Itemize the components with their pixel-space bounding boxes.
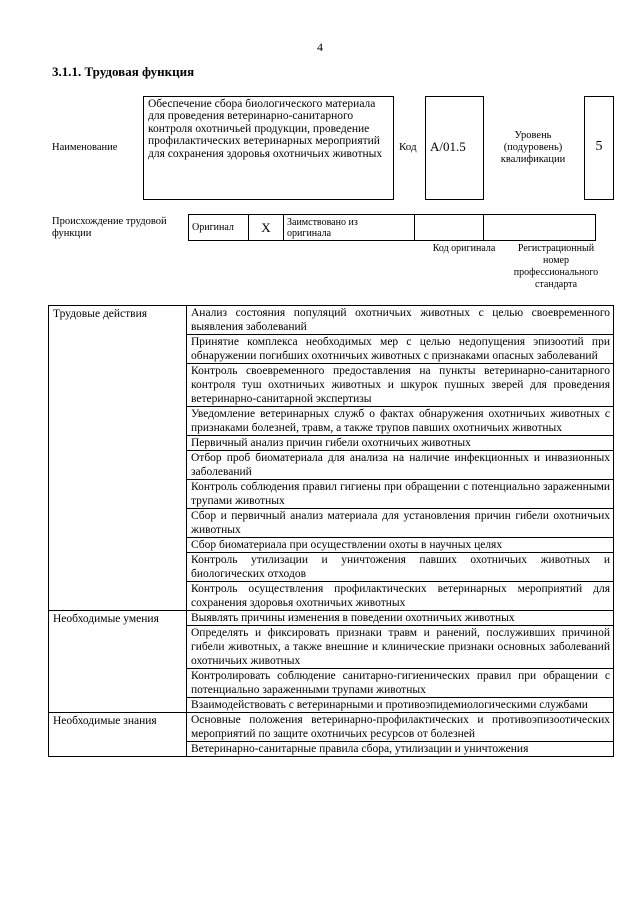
item-cell: Взаимодействовать с ветеринарными и противоэпидемиологическими службами xyxy=(187,698,614,713)
borrowed-label-line: Заимствовано из xyxy=(287,216,358,228)
item-cell: Контроль своевременного предоставления на пункты ветеринарно-санитарного контроля туш охотничьих животных и шкурок пушных зверей для проведения ветеринарно-санитарной экспертизы xyxy=(187,364,614,407)
item-cell: Контроль соблюдения правил гигиены при обращении с потенциально зараженными трупами животных xyxy=(187,480,614,509)
item-cell: Уведомление ветеринарных служб о фактах обнаружения охотничьих животных с признаками болезней, травм, а также трупов павших охотничьих животных xyxy=(187,407,614,436)
item-cell: Ветеринарно-санитарные правила сбора, утилизации и уничтожения xyxy=(187,742,614,757)
function-details-table xyxy=(48,305,614,757)
qualification-level-label xyxy=(493,130,573,166)
table-row xyxy=(49,713,614,742)
item-cell: Контролировать соблюдение санитарно-гигиенических правил при обращении с потенциально зараженными трупами животных xyxy=(187,669,614,698)
origin-label-line: функции xyxy=(52,228,92,239)
code-label: Код xyxy=(399,141,417,153)
reg-number-cell xyxy=(484,215,596,241)
section-title: 3.1.1. Трудовая функция xyxy=(52,64,195,79)
level-label-line: Уровень xyxy=(514,130,552,141)
item-cell: Принятие комплекса необходимых мер с целью недопущения эпизоотий при обнаружении погибших охотничьих животных с признаками опасных заболеваний xyxy=(187,335,614,364)
reg-number-caption-line: профессионального xyxy=(513,267,599,278)
name-label: Наименование xyxy=(52,142,118,153)
function-code: A/01.5 xyxy=(430,139,466,154)
item-cell: Основные положения ветеринарно-профилактических и противоэпизоотических мероприятий по защите охотничьих ресурсов от болезней xyxy=(187,713,614,742)
level-label-line: квалификации xyxy=(500,154,566,165)
origin-table xyxy=(188,214,596,241)
level-label-line: (подуровень) xyxy=(503,142,563,153)
original-mark: X xyxy=(249,215,284,241)
category-cell: Необходимые знания xyxy=(49,713,187,757)
borrowed-label-line: оригинала xyxy=(287,227,332,239)
item-cell: Определять и фиксировать признаки травм и ранений, послуживших причиной гибели животных, а также внешние и клинические признаки основных заболеваний охотничьих животных xyxy=(187,626,614,669)
page-number: 4 xyxy=(317,40,323,54)
original-label: Оригинал xyxy=(189,215,249,241)
item-cell: Контроль осуществления профилактических ветеринарных мероприятий для сохранения здоровья охотничьих животных xyxy=(187,582,614,611)
item-cell: Выявлять причины изменения в поведении охотничьих животных xyxy=(187,611,614,626)
category-cell: Необходимые умения xyxy=(49,611,187,713)
origin-code-cell xyxy=(415,215,484,241)
table-row xyxy=(49,611,614,626)
item-cell: Анализ состояния популяций охотничьих животных с целью своевременного выявления заболеваний xyxy=(187,306,614,335)
item-cell: Сбор биоматериала при осуществлении охоты в научных целях xyxy=(187,538,614,553)
borrowed-label xyxy=(284,215,415,241)
item-cell: Отбор проб биоматериала для анализа на наличие инфекционных и инвазионных заболеваний xyxy=(187,451,614,480)
reg-number-caption-line: номер xyxy=(543,255,569,266)
function-name: Обеспечение сбора биологического материала для проведения ветеринарно-санитарного контроля охотничьей продукции, проведение профилактических ветеринарных мероприятий для сохранения здоровья охотничьих животных xyxy=(143,96,394,200)
item-cell: Первичный анализ причин гибели охотничьих животных xyxy=(187,436,614,451)
origin-label-line: Происхождение трудовой xyxy=(52,216,167,227)
reg-number-caption-line: Регистрационный xyxy=(517,243,595,254)
table-row xyxy=(49,306,614,335)
origin-label xyxy=(52,216,167,240)
qualification-level: 5 xyxy=(595,139,603,154)
reg-number-caption xyxy=(500,243,612,291)
reg-number-caption-line: стандарта xyxy=(534,279,578,290)
origin-code-caption: Код оригинала xyxy=(432,243,496,254)
item-cell: Сбор и первичный анализ материала для установления причин гибели охотничьих животных xyxy=(187,509,614,538)
category-cell: Трудовые действия xyxy=(49,306,187,611)
item-cell: Контроль утилизации и уничтожения павших охотничьих животных и биологических отходов xyxy=(187,553,614,582)
